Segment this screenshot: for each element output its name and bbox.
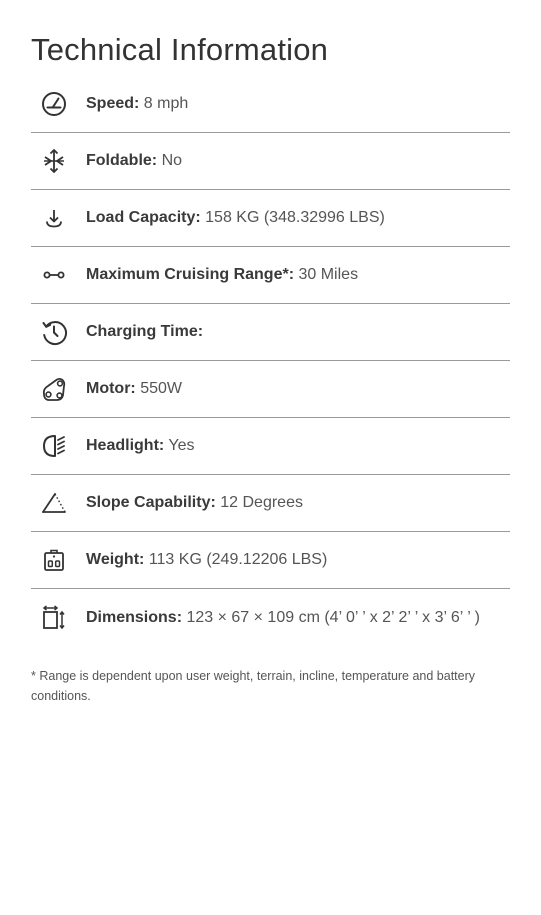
spec-value: 8 mph xyxy=(143,95,189,112)
spec-row-load-capacity xyxy=(31,190,510,247)
load-arrow-icon xyxy=(31,204,86,232)
clock-history-icon xyxy=(31,318,86,346)
spec-label: Motor: xyxy=(86,380,136,397)
spec-value: No xyxy=(161,152,183,169)
spec-label: Load Capacity: xyxy=(86,209,201,226)
spec-value: 113 KG (249.12206 LBS) xyxy=(148,551,328,568)
spec-label: Charging Time: xyxy=(86,323,204,340)
spec-row-dimensions xyxy=(31,589,510,646)
weight-scale-icon xyxy=(31,546,86,574)
spec-row-speed xyxy=(31,76,510,133)
spec-value: 550W xyxy=(140,380,183,397)
spec-row-motor xyxy=(31,361,510,418)
page-title: Technical Information xyxy=(31,32,329,67)
range-footnote: * Range is dependent upon user weight, terrain, incline, temperature and battery conditions. xyxy=(31,669,476,703)
spec-value: 158 KG (348.32996 LBS) xyxy=(205,209,385,226)
range-icon xyxy=(31,261,86,289)
slope-icon xyxy=(31,489,86,517)
spec-list xyxy=(31,76,510,646)
spec-row-slope xyxy=(31,475,510,532)
dimensions-icon xyxy=(31,604,86,632)
spec-row-cruising-range xyxy=(31,247,510,304)
spec-label: Slope Capability: xyxy=(86,494,216,511)
spec-value: 12 Degrees xyxy=(220,494,303,511)
spec-value: 30 Miles xyxy=(298,266,359,283)
spec-label: Maximum Cruising Range*: xyxy=(86,266,295,283)
spec-row-weight xyxy=(31,532,510,589)
spec-label: Dimensions: xyxy=(86,608,183,626)
spec-value: 123 × 67 × 109 cm (4’ 0’ ’ x 2’ 2’ ’ x 3’ 6’ ’ ) xyxy=(186,608,480,626)
spec-label: Foldable: xyxy=(86,152,158,169)
speedometer-icon xyxy=(31,90,86,118)
spec-value: Yes xyxy=(168,437,195,454)
spec-label: Headlight: xyxy=(86,437,165,454)
fold-arrows-icon xyxy=(31,147,86,175)
spec-row-headlight xyxy=(31,418,510,475)
spec-label: Weight: xyxy=(86,551,145,568)
spec-row-charging-time xyxy=(31,304,510,361)
spec-label: Speed: xyxy=(86,95,140,112)
spec-row-foldable xyxy=(31,133,510,190)
headlight-icon xyxy=(31,432,86,460)
motor-belt-icon xyxy=(31,375,86,403)
